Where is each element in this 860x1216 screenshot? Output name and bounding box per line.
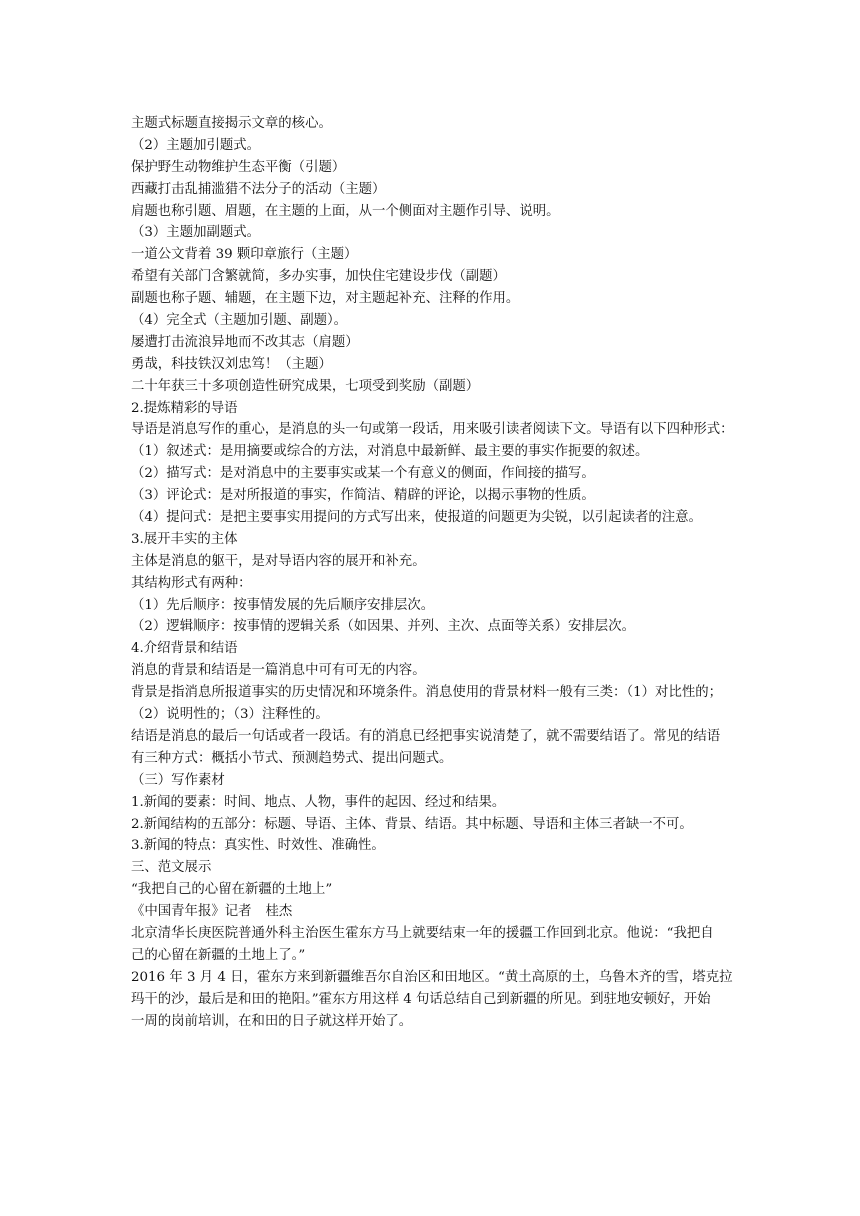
text-line: 其结构形式有两种： [131,575,252,591]
text-line: （三）写作素材 [131,772,225,788]
text-line: （4）完全式（主题加引题、副题）。 [131,313,348,329]
text-line: 副题也称子题、辅题，在主题下边，对主题起补充、注释的作用。 [131,291,520,307]
text-line: 结语是消息的最后一句话或者一段话。有的消息已经把事实说清楚了，就不需要结语了。常见的结语 [131,728,721,744]
text-line: （2）描写式：是对消息中的主要事实或某一个有意义的侧面，作间接的描写。 [131,466,595,482]
article-text-line: 一周的岗前培训，在和田的日子就这样开始了。 [131,1013,413,1029]
text-line: 勇哉，科技铁汉刘忠笃！（主题） [131,356,332,372]
text-line: 背景是指消息所报道事实的历史情况和环境条件。消息使用的背景材料一般有三类：（1）对比性的； [131,685,723,701]
byline-author: 桂杰 [265,904,293,920]
text-line: 三、范文展示 [131,860,212,876]
article-byline [131,901,731,923]
text-line: 导语是消息写作的重心，是消息的头一句或第一段话，用来吸引读者阅读下文。导语有以下四种形式： [131,422,734,438]
text-line: 4.介绍背景和结语 [131,641,238,657]
text-line: （1）叙述式：是用摘要或综合的方法，对消息中最新鲜、最主要的事实作扼要的叙述。 [131,444,649,460]
text-line: 主题式标题直接揭示文章的核心。 [131,116,332,131]
document-body [131,113,734,1032]
text-line: （2）逻辑顺序：按事情的逻辑关系（如因果、并列、主次、点面等关系）安排层次。 [131,619,635,635]
text-line: （1）先后顺序：按事情发展的先后顺序安排层次。 [131,597,435,613]
text-line: 希望有关部门含繁就简，多办实事，加快住宅建设步伐（副题） [131,269,506,285]
text-line: 2.提炼精彩的导语 [131,400,238,416]
text-line: 2.新闻结构的五部分：标题、导语、主体、背景、结语。其中标题、导语和主体三者缺一不可。 [131,816,693,832]
text-line: （2）主题加引题式。 [131,137,261,153]
text-line: 3.展开丰实的主体 [131,531,238,547]
article-text-line: 2016 年 3 月 4 日，霍东方来到新疆维吾尔自治区和田地区。“黄土高原的土，乌鲁木齐的雪，塔克拉 [131,969,733,985]
text-line: （3）主题加副题式。 [131,225,261,241]
text-line: （4）提问式：是把主要事实用提问的方式写出来，使报道的问题更为尖锐，以引起读者的注意。 [131,510,702,526]
text-line: 西藏打击乱捕滥猎不法分子的活动（主题） [131,181,386,197]
text-line: 有三种方式：概括小节式、预测趋势式、提出问题式。 [131,750,453,766]
byline-source: 《中国青年报》记者 [131,904,252,920]
text-line: 一道公文背着 39 颗印章旅行（主题） [131,247,358,263]
text-line: 屡遭打击流浪异地而不改其志（肩题） [131,334,359,350]
article-body-lines [131,923,731,1032]
text-line: 主体是消息的躯干，是对导语内容的展开和补充。 [131,553,426,569]
text-line: 二十年获三十多项创造性研究成果，七项受到奖励（副题） [131,378,480,394]
article-text-line: 玛干的沙，最后是和田的艳阳。”霍东方用这样 4 句话总结自己到新疆的所见。到驻地安顿好，开始 [131,991,711,1007]
text-line: 1.新闻的要素：时间、地点、人物，事件的起因、经过和结果。 [131,794,506,810]
article-text-line: 北京清华长庚医院普通外科主治医生霍东方马上就要结束一年的援疆工作回到北京。他说：“我把自 [131,925,714,941]
text-line: 3.新闻的特点：真实性、时效性、准确性。 [131,838,385,854]
text-line: 消息的背景和结语是一篇消息中可有可无的内容。 [131,663,426,679]
text-line: 肩题也称引题、眉题，在主题的上面，从一个侧面对主题作引导、说明。 [131,203,560,219]
text-line: （2）说明性的；（3）注释性的。 [131,707,329,723]
article-text-line: 己的心留在新疆的土地上了。” [131,947,306,963]
text-line: （3）评论式：是对所报道的事实，作简洁、精辟的评论，以揭示事物的性质。 [131,488,595,504]
document-lines [131,113,734,901]
text-line: 保护野生动物维护生态平衡（引题） [131,159,346,175]
text-line: “我把自己的心留在新疆的土地上” [131,882,333,898]
